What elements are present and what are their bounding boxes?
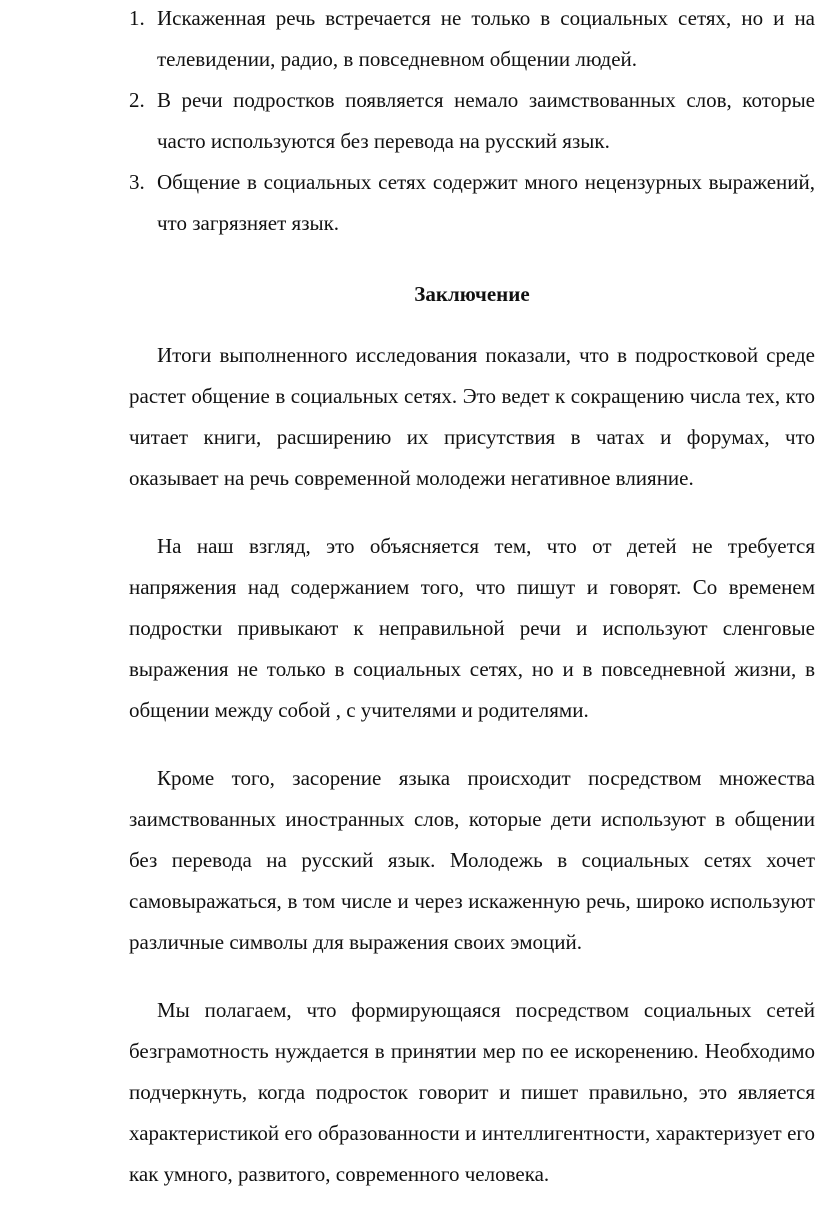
findings-list [129,0,815,244]
paragraph: На наш взгляд, это объясняется тем, что от детей не требуется напряжения над содержанием того, что пишут и говорят. Со временем подростки привыкают к неправильной речи и используют сленговые выражения не только в социальных сетях, но и в повседневной жизни, в общении между собой , с учителями и родителями. [129,534,815,722]
list-item [129,0,815,80]
paragraph: Итоги выполненного исследования показали, что в подростковой среде растет общение в социальных сетях. Это ведет к сокращению числа тех, кто читает книги, расширению их присутствия в чатах и форумах, что оказывает на речь современной молодежи негативное влияние. [129,343,815,490]
list-item-text: В речи подростков появляется немало заимствованных слов, которые часто используются без перевода на русский язык. [157,88,815,153]
list-item-text: Искаженная речь встречается не только в социальных сетях, но и на телевидении, радио, в повседневном общении людей. [157,6,815,71]
document-page [129,0,815,1222]
section-title: Заключение [414,282,530,306]
list-item [129,162,815,244]
list-item-number: 3. [129,170,145,194]
list-item [129,80,815,162]
list-item-number: 2. [129,88,145,112]
paragraph: Мы полагаем, что формирующаяся посредством социальных сетей безграмотность нуждается в принятии мер по ее искоренению. Необходимо подчеркнуть, когда подросток говорит и пишет правильно, это является характеристикой его образованности и интеллигентности, характеризует его как умного, развитого, современного человека. [129,998,815,1186]
list-item-text: Общение в социальных сетях содержит много нецензурных выражений, что загрязняет язык. [157,170,815,235]
paragraph: Кроме того, засорение языка происходит посредством множества заимствованных иностранных слов, которые дети используют в общении без перевода на русский язык. Молодежь в социальных сетях хочет самовыражаться, в том числе и через искаженную речь, широко используют различные символы для выражения своих эмоций. [129,766,815,954]
list-item-number: 1. [129,6,145,30]
